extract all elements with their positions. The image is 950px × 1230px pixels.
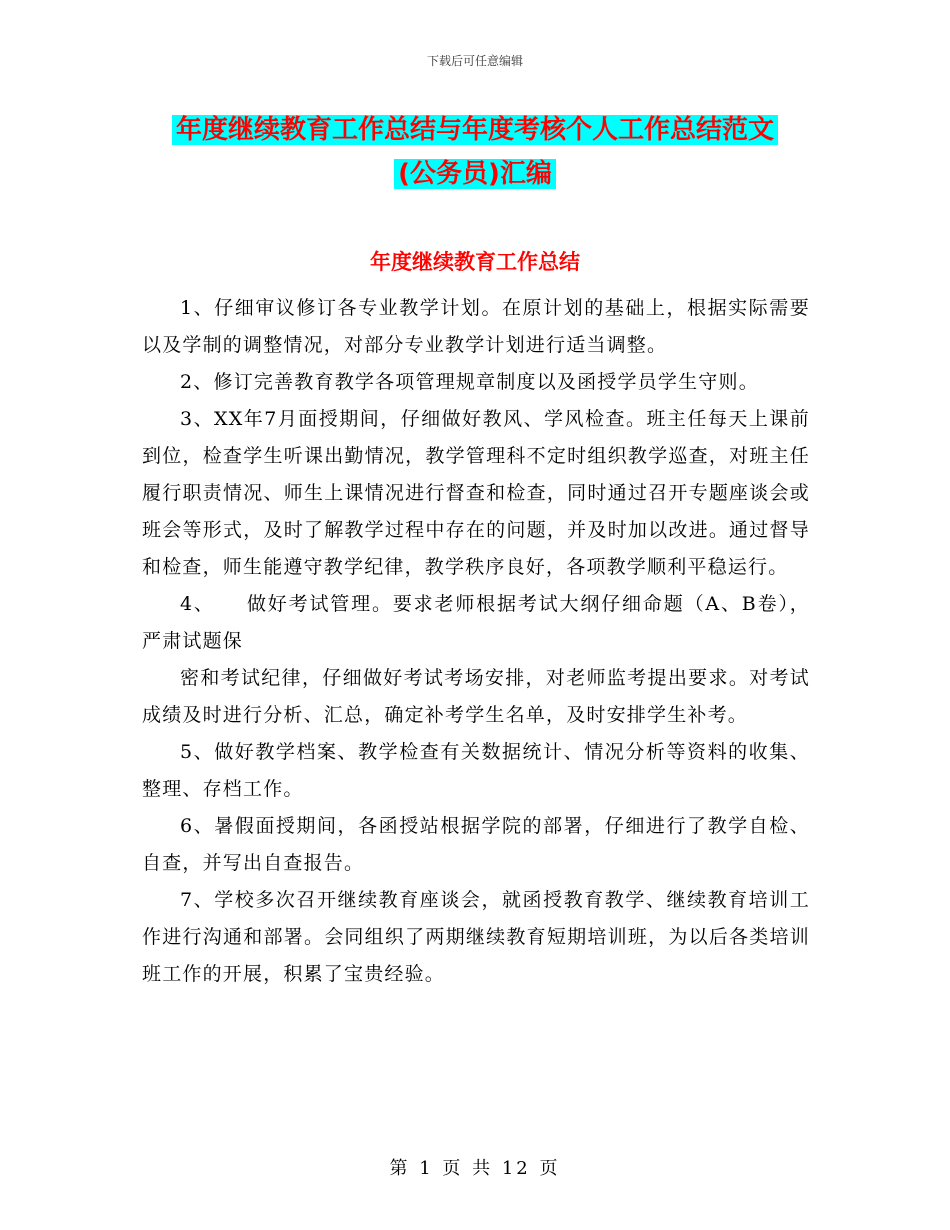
section-title: 年度继续教育工作总结 [370,250,580,274]
paragraph-4: 4、 做好考试管理。要求老师根据考试大纲仔细命题（A、B卷），严肃试题保 [142,593,810,652]
paragraph-7: 7、学校多次召开继续教育座谈会，就函授教育教学、继续教育培训工作进行沟通和部署。会同组织了两期继续教育短期培训班，为以后各类培训班工作的开展，积累了宝贵经验。 [142,889,810,985]
document-title-line-2 [0,155,950,193]
paragraph-1: 1、仔细审议修订各专业教学计划。在原计划的基础上，根据实际需要以及学制的调整情况，对部分专业教学计划进行适当调整。 [142,297,810,356]
document-title-line-1 [0,111,950,149]
paragraph-4-continued: 密和考试纪律，仔细做好考试考场安排，对老师监考提出要求。对考试成绩及时进行分析、汇总，确定补考学生名单，及时安排学生补考。 [142,667,810,726]
title-highlight-1: 年度继续教育工作总结与年度考核个人工作总结范文 [172,115,778,145]
page-footer: 第 1 页 共 12 页 [389,1158,561,1179]
title-highlight-2: (公务员)汇编 [394,159,556,189]
paragraph-2: 2、修订完善教育教学各项管理规章制度以及函授学员学生守则。 [180,371,759,393]
paragraph-3: 3、XX年7月面授期间，仔细做好教风、学风检查。班主任每天上课前到位，检查学生听课出勤情况，教学管理科不定时组织教学巡查，对班主任履行职责情况、师生上课情况进行督查和检查，同时通过召开专题座谈会或班会等形式，及时了解教学过程中存在的问题，并及时加以改进。通过督导和检查，师生能遵守教学纪律，教学秩序良好，各项教学顺利平稳运行。 [142,408,810,578]
paragraph-5: 5、做好教学档案、教学检查有关数据统计、情况分析等资料的收集、整理、存档工作。 [142,741,810,800]
document-body [142,290,810,993]
header-note: 下载后可任意编辑 [426,54,523,68]
paragraph-6: 6、暑假面授期间，各函授站根据学院的部署，仔细进行了教学自检、自查，并写出自查报告。 [142,815,810,874]
